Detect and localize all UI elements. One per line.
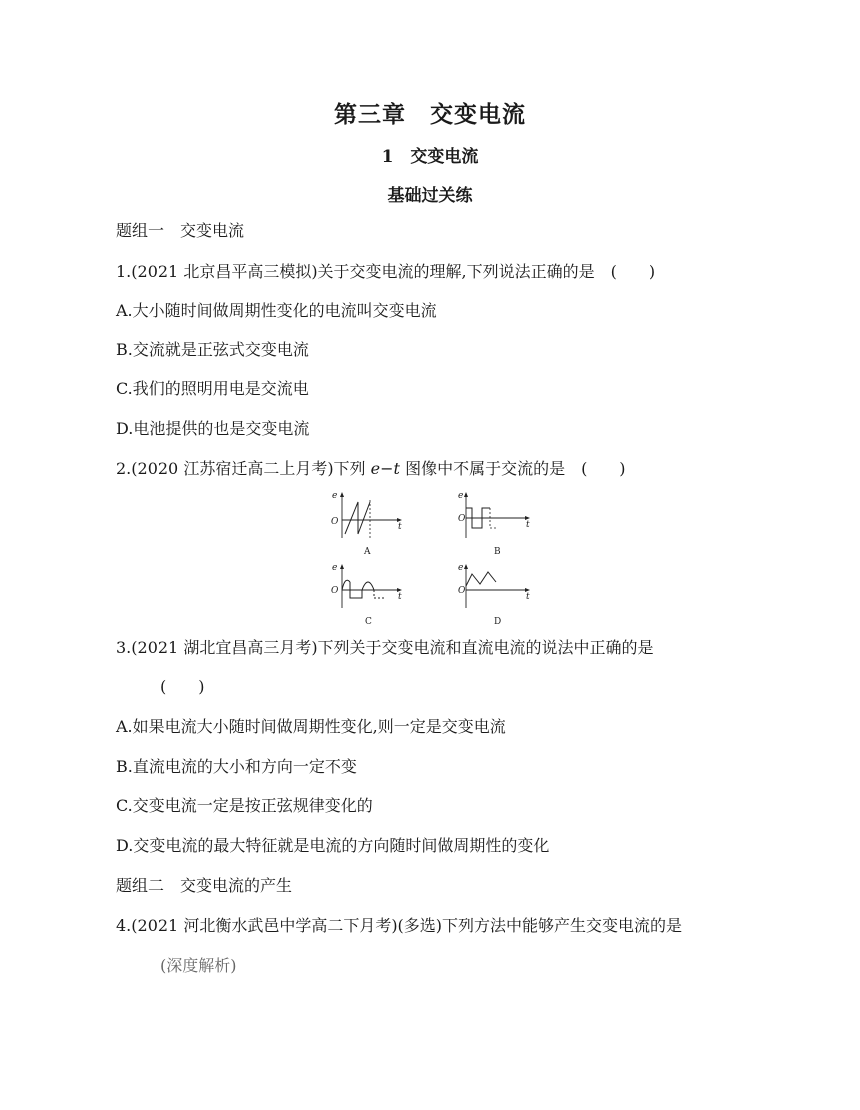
question-4-stem: 4.(2021 河北衡水武邑中学高二下月考)(多选)下列方法中能够产生交变电流的是 <box>116 916 683 935</box>
graph-c-label: C <box>365 617 372 627</box>
graph-d-x-axis: t <box>526 592 530 602</box>
graph-c-origin: O <box>331 586 339 596</box>
graph-a <box>328 490 408 560</box>
question-3-option-b: B.直流电流的大小和方向一定不变 <box>116 757 357 776</box>
question-3-blank: ( ) <box>160 677 205 696</box>
graph-d-origin: O <box>458 586 466 596</box>
chapter-title: 第三章 交变电流 <box>334 101 526 128</box>
question-1-option-d: D.电池提供的也是交变电流 <box>116 419 310 438</box>
graph-d <box>458 562 538 632</box>
group-heading-2: 题组二 交变电流的产生 <box>116 876 293 895</box>
graph-a-x-axis: t <box>398 522 402 532</box>
graph-b-x-axis: t <box>526 520 530 530</box>
graph-a-label: A <box>364 547 371 557</box>
graph-b-y-axis: e <box>458 491 464 501</box>
graph-b-origin: O <box>458 514 466 524</box>
graph-b <box>458 490 538 560</box>
question-3-option-a: A.如果电流大小随时间做周期性变化,则一定是交变电流 <box>116 717 506 736</box>
group-heading-1: 题组一 交变电流 <box>116 221 245 240</box>
graph-c <box>328 562 408 632</box>
section-title: 1 交变电流 <box>381 147 479 167</box>
question-2-stem <box>116 458 626 480</box>
question-1-option-a: A.大小随时间做周期性变化的电流叫交变电流 <box>116 301 437 320</box>
graph-c-y-axis: e <box>332 563 338 573</box>
level-title: 基础过关练 <box>387 186 473 206</box>
question-2-stem-before: 2.(2020 江苏宿迁高二上月考)下列 <box>116 459 366 478</box>
graph-d-label: D <box>494 617 502 627</box>
question-3-option-c: C.交变电流一定是按正弦规律变化的 <box>116 796 373 815</box>
graph-a-y-axis: e <box>332 491 338 501</box>
question-1-option-b: B.交流就是正弦式交变电流 <box>116 340 309 359</box>
question-3-stem: 3.(2021 湖北宜昌高三月考)下列关于交变电流和直流电流的说法中正确的是 <box>116 638 654 657</box>
question-2-stem-math: e−t <box>370 459 400 478</box>
question-1-option-c: C.我们的照明用电是交流电 <box>116 379 309 398</box>
question-2-stem-after: 图像中不属于交流的是 ( ) <box>405 459 626 478</box>
question-1-stem: 1.(2021 北京昌平高三模拟)关于交变电流的理解,下列说法正确的是 ( ) <box>116 262 656 281</box>
graph-b-label: B <box>494 547 501 557</box>
graph-a-origin: O <box>331 517 339 527</box>
question-4-note: (深度解析) <box>160 956 237 975</box>
question-3-option-d: D.交变电流的最大特征就是电流的方向随时间做周期性的变化 <box>116 836 550 855</box>
graph-c-x-axis: t <box>398 592 402 602</box>
graph-d-y-axis: e <box>458 563 464 573</box>
